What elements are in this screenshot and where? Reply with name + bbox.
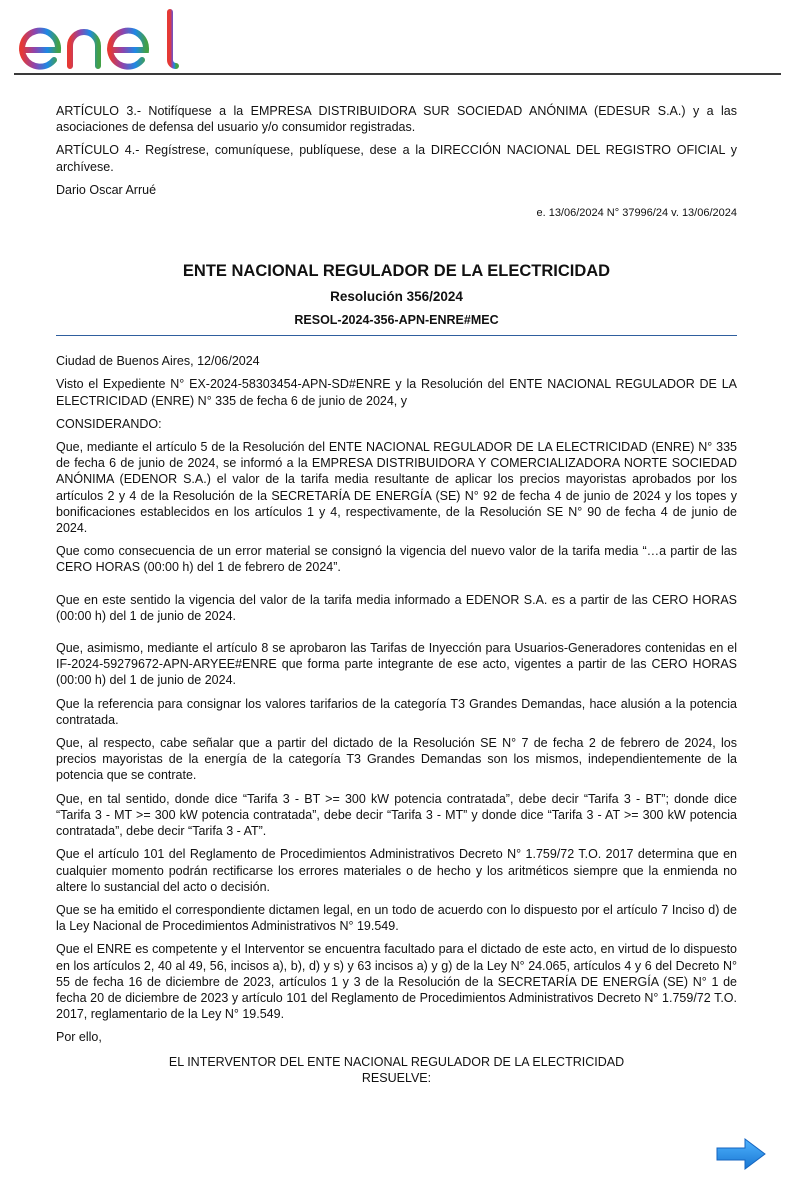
article-4: ARTÍCULO 4.- Regístrese, comuníquese, publíquese, dese a la DIRECCIÓN NACIONAL DEL REGISTRO OFICIAL y archívese. xyxy=(56,143,737,174)
considerando-paragraph: Que el artículo 101 del Reglamento de Procedimientos Administrativos Decreto N° 1.759/72 T.O. 2017 determina que en cualquier momento podrán rectificarse los errores materiales o de hecho y los aritméticos siempre que la enmienda no altere lo sustancial del acto o decisión. xyxy=(56,847,737,894)
signature: Dario Oscar Arrué xyxy=(56,182,157,197)
document-body xyxy=(56,103,737,1086)
article-3: ARTÍCULO 3.- Notifíquese a la EMPRESA DISTRIBUIDORA SUR SOCIEDAD ANÓNIMA (EDESUR S.A.) y a las asociaciones de defensa del usuario y/o consumidor registradas. xyxy=(56,104,737,135)
resuelve-line: RESUELVE: xyxy=(361,1070,432,1085)
considerando-paragraph: Que la referencia para consignar los valores tarifarios de la categoría T3 Grandes Demandas, hace alusión a la potencia contratada. xyxy=(56,696,737,727)
entity-title: ENTE NACIONAL REGULADOR DE LA ELECTRICIDAD xyxy=(182,262,611,281)
city-date: Ciudad de Buenos Aires, 12/06/2024 xyxy=(56,354,260,369)
considerando-paragraph: Que el ENRE es competente y el Interventor se encuentra facultado para el dictado de este acto, en virtud de lo dispuesto en los artículos 2, 40 al 49, 56, incisos a), b), d) y s) y 63 incisos a) y g) de la Ley N° 24.065, artículos 4 y 6 del Decreto N° 55 de fecha 16 de diciembre de 2023, artículos 1 y 3 de la Resolución de la SECRETARÍA DE ENERGÍA (SE) N° 1 de fecha 20 de diciembre de 2023 y artículo 101 del Reglamento de Procedimientos Administrativos Decreto N° 1.759/72 T.O. 2017, reglamentario de la Ley N° 19.549. xyxy=(56,942,737,1022)
considerando-paragraph: Que, asimismo, mediante el artículo 8 se aprobaron las Tarifas de Inyección para Usuarios-Generadores contenidas en el IF-2024-59279672-APN-ARYEE#ENRE que forma parte integrante de ese acto, vigentes a partir de las CERO HORAS (00:00 h) del 1 de junio de 2024. xyxy=(56,641,737,688)
considerando-paragraph: Que como consecuencia de un error material se consignó la vigencia del nuevo valor de la tarifa media “…a partir de las CERO HORAS (00:00 h) del 1 de febrero de 2024”. xyxy=(56,544,737,575)
interventor-line: EL INTERVENTOR DEL ENTE NACIONAL REGULADOR DE LA ELECTRICIDAD xyxy=(168,1054,625,1069)
considerando-paragraph: Que, al respecto, cabe señalar que a partir del dictado de la Resolución SE N° 7 de fecha 2 de febrero de 2024, los precios mayoristas de la energía de la categoría T3 Grandes Demandas son los mismos, independientemente de la potencia que se contrate. xyxy=(56,736,737,783)
resolution-number: Resolución 356/2024 xyxy=(330,289,463,305)
resolves-block xyxy=(56,1054,737,1086)
considerando-label: CONSIDERANDO: xyxy=(56,416,162,431)
publication-reference: e. 13/06/2024 N° 37996/24 v. 13/06/2024 xyxy=(536,207,737,220)
considerando-paragraph: Que, mediante el artículo 5 de la Resolución del ENTE NACIONAL REGULADOR DE LA ELECTRICIDAD (ENRE) N° 335 de fecha 6 de junio de 2024, se informó a la EMPRESA DISTRIBUIDORA Y COMERCIALIZADORA NORTE SOCIEDAD ANÓNIMA (EDENOR S.A.) el valor de la tarifa media resultante de aplicar los precios mayoristas aprobados por los artículos 2 y 4 de la Resolución de la SECRETARÍA DE ENERGÍA (SE) N° 92 de fecha 4 de junio de 2024 y los topes y bonificaciones establecidos en los artículos 1 y 4, respectivamente, de la Resolución SE N° 90 de fecha 4 de junio de 2024. xyxy=(56,440,737,536)
visto-paragraph: Visto el Expediente N° EX-2024-58303454-APN-SD#ENRE y la Resolución del ENTE NACIONAL REGULADOR DE LA ELECTRICIDAD (ENRE) N° 335 de fecha 6 de junio de 2024, y xyxy=(56,377,737,408)
header-rule xyxy=(14,73,781,75)
considerando-paragraph: Que se ha emitido el correspondiente dictamen legal, en un todo de acuerdo con lo dispuesto por el artículo 7 Inciso d) de la Ley Nacional de Procedimientos Administrativos N° 19.549. xyxy=(56,902,737,934)
resolution-heading xyxy=(56,261,737,328)
resolution-code: RESOL-2024-356-APN-ENRE#MEC xyxy=(294,313,499,328)
arrow-right-icon[interactable] xyxy=(715,1137,767,1171)
considerando-paragraph: Que, en tal sentido, donde dice “Tarifa 3 - BT >= 300 kW potencia contratada”, debe decir “Tarifa 3 - BT”; donde dice “Tarifa 3 - MT >= 300 kW potencia contratada”, debe decir “Tarifa 3 - MT” y donde dice “Tarifa 3 - AT >= 300 kW potencia contratada”, debe decir “Tarifa 3 - AT”. xyxy=(56,791,737,839)
por-ello: Por ello, xyxy=(56,1030,102,1045)
heading-rule xyxy=(56,335,737,336)
considerando-paragraph: Que en este sentido la vigencia del valor de la tarifa media informado a EDENOR S.A. es a partir de las CERO HORAS (00:00 h) del 1 de junio de 2024. xyxy=(56,592,737,623)
enel-logo xyxy=(14,8,184,70)
